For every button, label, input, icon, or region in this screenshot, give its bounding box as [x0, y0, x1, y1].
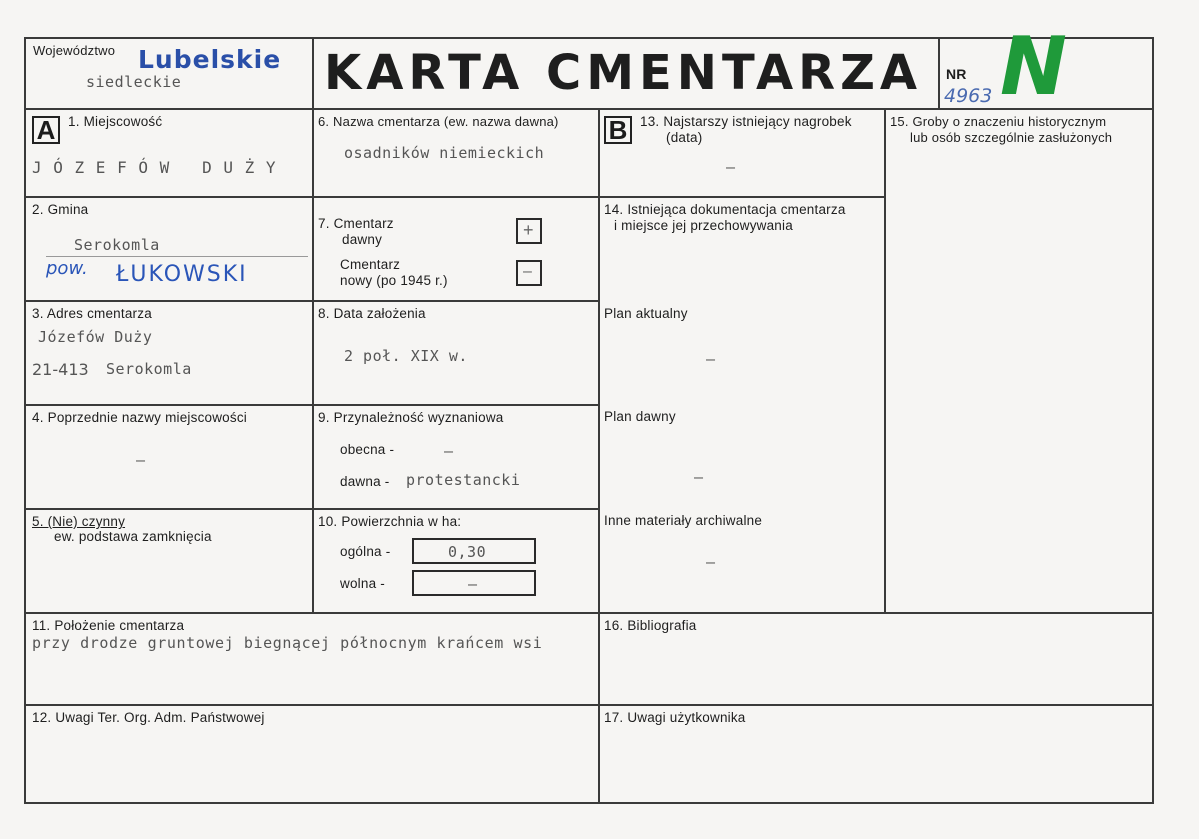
field-5-label-2: ew. podstawa zamknięcia	[54, 529, 212, 544]
field-13-label-2: (data)	[666, 130, 703, 145]
title-cell	[312, 37, 940, 110]
field-8-cell	[312, 300, 600, 406]
field-17-cell	[598, 704, 1154, 804]
field-11-cell	[24, 612, 600, 706]
field-15-cell	[884, 108, 1154, 614]
field-15-label-1: 15. Groby o znaczeniu historycznym	[890, 114, 1107, 129]
plan-current-label: Plan aktualny	[604, 306, 688, 321]
field-10-total-value: 0,30	[448, 543, 487, 561]
field-12-cell	[24, 704, 600, 804]
field-7-old-label: dawny	[342, 232, 383, 247]
field-9-cell	[312, 404, 600, 510]
field-10-cell	[312, 508, 600, 614]
field-5-cell	[24, 508, 314, 614]
field-14-label-1: 14. Istniejąca dokumentacja cmentarza	[604, 202, 846, 217]
field-2-value: Serokomla	[74, 236, 160, 254]
county-value: ŁUKOWSKI	[116, 262, 248, 287]
field-10-total-box	[412, 538, 536, 564]
field-1-value: J Ó Z E F Ó W D U Ż Y	[32, 158, 277, 177]
section-b-letter: B	[604, 116, 632, 144]
field-10-label: 10. Powierzchnia w ha:	[318, 514, 462, 529]
field-16-label: 16. Bibliografia	[604, 618, 697, 633]
field-3-city: Serokomla	[106, 360, 192, 378]
field-3-cell	[24, 300, 314, 406]
nr-label: NR	[946, 66, 967, 82]
plan-old-value: –	[694, 468, 704, 486]
field-7-label: 7. Cmentarz	[318, 216, 394, 231]
county-prefix: pow.	[46, 258, 88, 279]
field-8-value: 2 poł. XIX w.	[344, 347, 468, 365]
field-13-cell	[598, 108, 886, 198]
category-mark: N	[1000, 20, 1067, 113]
field-7-new-label-2: nowy (po 1945 r.)	[340, 273, 448, 288]
field-15-label-2: lub osób szczególnie zasłużonych	[910, 130, 1113, 145]
field-11-label: 11. Położenie cmentarza	[32, 618, 185, 633]
field-4-value: –	[136, 451, 146, 469]
section-a-letter: A	[32, 116, 60, 144]
field-10-total-label: ogólna -	[340, 544, 391, 559]
field-1-cell	[24, 108, 314, 198]
field-17-label: 17. Uwagi użytkownika	[604, 710, 746, 725]
plan-old-label: Plan dawny	[604, 409, 676, 424]
field-11-value: przy drodze gruntowej biegnącej północnym krańcem wsi	[32, 634, 543, 652]
number-cell	[938, 20, 1154, 113]
field-4-label: 4. Poprzednie nazwy miejscowości	[32, 410, 247, 425]
card-title: KARTA CMENTARZA	[324, 45, 923, 101]
field-3-label: 3. Adres cmentarza	[32, 306, 152, 321]
field-6-value: osadników niemieckich	[344, 144, 545, 162]
field-1-label: 1. Miejscowość	[68, 114, 163, 129]
voivodeship-old: siedleckie	[86, 73, 182, 91]
field-7-old-value: +	[523, 220, 534, 240]
field-16-cell	[598, 612, 1154, 706]
field-8-label: 8. Data założenia	[318, 306, 426, 321]
other-materials-value: –	[706, 553, 716, 571]
field-2-cell	[24, 196, 314, 302]
voivodeship-value: Lubelskie	[138, 45, 282, 74]
field-6-label: 6. Nazwa cmentarza (ew. nazwa dawna)	[318, 114, 559, 129]
field-7-new-box	[516, 260, 542, 286]
field-7-old-box	[516, 218, 542, 244]
voivodeship-cell	[24, 37, 314, 110]
field-5-label-1: 5. (Nie) czynny	[32, 514, 126, 529]
field-3-line-1: Józefów Duży	[38, 328, 153, 346]
field-9-current-label: obecna -	[340, 442, 395, 457]
field-6-cell	[312, 108, 600, 198]
field-7-cell	[312, 196, 600, 302]
field-9-former-value: protestancki	[406, 471, 521, 489]
field-2-label: 2. Gmina	[32, 202, 89, 217]
field-13-label-1: 13. Najstarszy istniejący nagrobek	[640, 114, 852, 129]
field-7-new-label-1: Cmentarz	[340, 257, 401, 272]
field-4-cell	[24, 404, 314, 510]
field-14-cell	[598, 196, 886, 614]
nr-value: 4963	[944, 85, 993, 107]
field-3-postal-code: 21-413	[32, 360, 89, 379]
field-7-new-value: –	[523, 263, 532, 280]
field-14-label-2: i miejsce jej przechowywania	[614, 218, 793, 233]
field-9-former-label: dawna -	[340, 474, 390, 489]
field-13-value: –	[726, 158, 736, 176]
field-9-current-value: –	[444, 442, 454, 460]
field-9-label: 9. Przynależność wyznaniowa	[318, 410, 504, 425]
field-2-rule	[46, 256, 308, 257]
field-12-label: 12. Uwagi Ter. Org. Adm. Państwowej	[32, 710, 265, 725]
field-10-free-value: –	[468, 575, 478, 593]
other-materials-label: Inne materiały archiwalne	[604, 513, 763, 528]
plan-current-value: –	[706, 350, 716, 368]
voivodeship-label: Województwo	[33, 43, 116, 58]
field-10-free-label: wolna -	[340, 576, 385, 591]
field-10-free-box	[412, 570, 536, 596]
